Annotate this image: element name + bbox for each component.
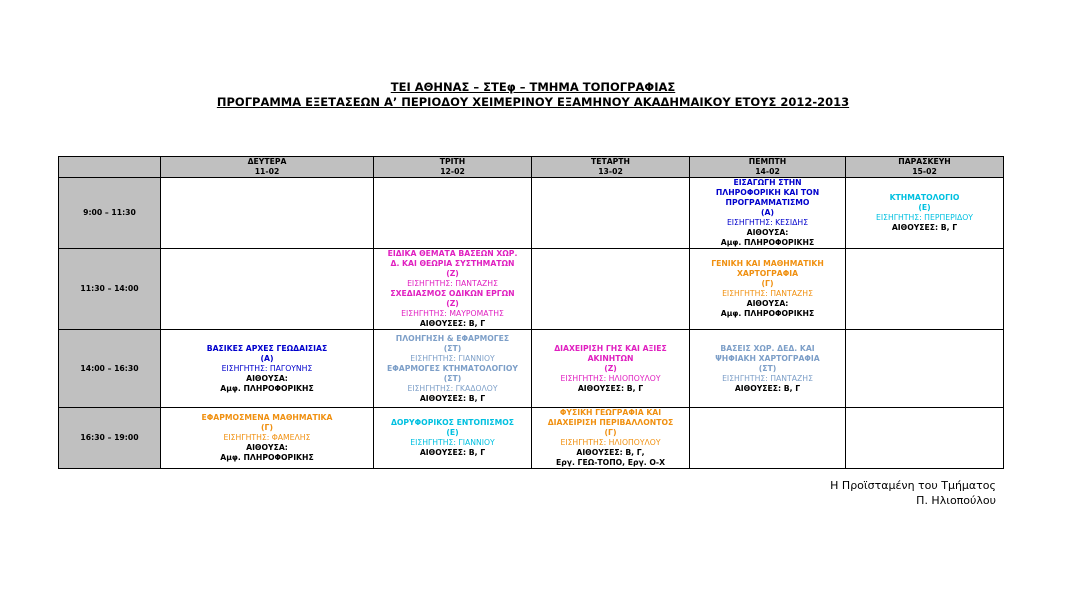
exam-cell [532,408,690,469]
exam-cell [690,330,846,408]
exam-line: ΕΙΣΗΓΗΤΗΣ: ΓΙΑΝΝΙΟΥ [410,353,495,363]
exam-line: ΕΙΣΗΓΗΤΗΣ: ΠΑΝΤΑΖΗΣ [722,373,813,383]
exam-line: (Ζ) [446,269,459,278]
exam-line: ΕΙΣΗΓΗΤΗΣ: ΓΙΑΝΝΙΟΥ [410,438,495,447]
exam-line: (Γ) [261,423,273,432]
day-header [532,157,690,178]
empty-cell [846,408,1004,469]
exam-line: Δ. ΚΑΙ ΘΕΩΡΙΑ ΣΥΣΤΗΜΑΤΩΝ [390,259,515,268]
exam-line: Εργ. ΓΕΩ-ΤΟΠΟ, Εργ. Ο-Χ [555,458,666,467]
exam-line: ΕΙΣΗΓΗΤΗΣ: ΠΕΡΠΕΡΙΔΟΥ [875,213,973,222]
exam-line: ΕΙΣΗΓΗΤΗΣ: ΗΛΙΟΠΟΥΛΟΥ [560,373,661,383]
exam-line: ΑΙΘΟΥΣΑ: [746,228,789,237]
exam-line: (ΣΤ) [443,373,462,383]
day-date: 11-02 [254,167,280,176]
exam-line: ΨΗΦΙΑΚΗ ΧΑΡΤΟΓΡΑΦΙΑ [715,353,820,363]
exam-line: ΧΑΡΤΟΓΡΑΦΙΑ [736,269,799,278]
exam-line: (Ε) [918,203,931,212]
exam-line: Αμφ. ΠΛΗΡΟΦΟΡΙΚΗΣ [220,453,314,462]
exam-line: ΒΑΣΕΙΣ ΧΩΡ. ΔΕΔ. ΚΑΙ [720,343,815,353]
day-date: 12-02 [440,167,465,176]
exam-line: ΕΙΔΙΚΑ ΘΕΜΑΤΑ ΒΑΣΕΩΝ ΧΩΡ. [387,249,518,258]
exam-line: Αμφ. ΠΛΗΡΟΦΟΡΙΚΗΣ [720,309,815,318]
exam-line: ΕΦΑΡΜΟΣΜΕΝΑ ΜΑΘΗΜΑΤΙΚΑ [201,413,333,422]
empty-cell [532,178,690,249]
day-name: ΠΑΡΑΣΚΕΥΗ [898,157,951,166]
exam-line: ΠΡΟΓΡΑΜΜΑΤΙΣΜΟ [725,198,810,207]
exam-line: (Α) [260,353,274,363]
exam-line: Αμφ. ΠΛΗΡΟΦΟΡΙΚΗΣ [220,383,314,393]
day-name: ΔΕΥΤΕΡΑ [247,157,287,166]
exam-cell [161,330,374,408]
signature-name: Π. Ηλιοπούλου [916,494,996,507]
exam-line: ΠΛΗΡΟΦΟΡΙΚΗ ΚΑΙ ΤΟΝ [715,188,820,197]
exam-line: Αμφ. ΠΛΗΡΟΦΟΡΙΚΗΣ [720,238,815,247]
empty-cell [161,178,374,249]
day-header [161,157,374,178]
time-slot-label: 14:00 – 16:30 [59,330,161,408]
day-header-row [59,157,1004,178]
header-line-1: ΤΕΙ ΑΘΗΝΑΣ – ΣΤΕφ – ΤΜΗΜΑ ΤΟΠΟΓΡΑΦΙΑΣ [390,80,676,94]
exam-line: ΔΙΑΧΕΙΡΙΣΗ ΓΗΣ ΚΑΙ ΑΞΙΕΣ [554,343,667,353]
exam-cell [846,178,1004,249]
exam-cell [374,408,532,469]
exam-line: (Ζ) [446,299,459,308]
exam-line: ΕΙΣΗΓΗΤΗΣ: ΠΑΝΤΑΖΗΣ [407,279,498,288]
exam-line: ΕΙΣΗΓΗΤΗΣ: ΗΛΙΟΠΟΥΛΟΥ [560,438,661,447]
exam-line: ΕΙΣΗΓΗΤΗΣ: ΦΑΜΕΛΗΣ [223,433,311,442]
exam-line: ΑΙΘΟΥΣΕΣ: Β, Γ [577,383,644,393]
exam-line: ΑΙΘΟΥΣΕΣ: Β, Γ, [576,448,645,457]
exam-line: ΔΙΑΧΕΙΡΙΣΗ ΠΕΡΙΒΑΛΛΟΝΤΟΣ [547,418,674,427]
empty-cell [846,249,1004,330]
document-header [0,80,1066,110]
day-name: ΤΕΤΑΡΤΗ [590,157,630,166]
exam-line: (Γ) [604,428,617,437]
exam-line: ΑΙΘΟΥΣΕΣ: Β, Γ [419,393,486,403]
signature-block [830,478,996,508]
exam-line: ΦΥΣΙΚΗ ΓΕΩΓΡΑΦΙΑ ΚΑΙ [559,408,662,417]
exam-line: ΚΤΗΜΑΤΟΛΟΓΙΟ [889,193,960,202]
exam-line: ΑΙΘΟΥΣΕΣ: Β, Γ [419,319,486,328]
exam-line: ΕΙΣΗΓΗΤΗΣ: ΜΑΥΡΟΜΑΤΗΣ [401,309,504,318]
time-slot-row [59,408,1004,469]
exam-line: ΑΙΘΟΥΣΕΣ: Β, Γ [419,448,486,457]
empty-cell [532,249,690,330]
exam-line: ΒΑΣΙΚΕΣ ΑΡΧΕΣ ΓΕΩΔΑΙΣΙΑΣ [206,343,328,353]
day-name: ΤΡΙΤΗ [439,157,466,166]
exam-line: (Ε) [446,428,459,437]
exam-line: ΑΙΘΟΥΣΕΣ: Β, Γ [734,383,801,393]
exam-line: ΑΚΙΝΗΤΩΝ [587,353,634,363]
exam-cell [374,249,532,330]
empty-cell [374,178,532,249]
time-slot-label: 11:30 – 14:00 [59,249,161,330]
exam-line: ΕΙΣΑΓΩΓΗ ΣΤΗΝ [733,178,802,187]
header-line-2: ΠΡΟΓΡΑΜΜΑ ΕΞΕΤΑΣΕΩΝ Α’ ΠΕΡΙΟΔΟΥ ΧΕΙΜΕΡΙΝΟΥ ΕΞΑΜΗΝΟΥ ΑΚΑΔΗΜΑΙΚΟΥ ΕΤΟΥΣ 2012-2013 [216,95,850,109]
exam-line: ΑΙΘΟΥΣΑ: [746,299,789,308]
empty-cell [846,330,1004,408]
day-name: ΠΕΜΠΤΗ [748,157,787,166]
exam-line: (Ζ) [604,363,617,373]
exam-cell [374,330,532,408]
exam-line: ΣΧΕΔΙΑΣΜΟΣ ΟΔΙΚΩΝ ΕΡΓΩΝ [390,289,515,298]
exam-cell [690,178,846,249]
exam-line: ΔΟΡΥΦΟΡΙΚΟΣ ΕΝΤΟΠΙΣΜΟΣ [390,418,515,427]
corner-cell [59,157,161,178]
day-header [690,157,846,178]
time-slot-row [59,330,1004,408]
signature-role: Η Προϊσταμένη του Τμήματος [830,479,996,492]
day-date: 15-02 [912,167,937,176]
day-header [374,157,532,178]
exam-schedule-table [58,156,1004,469]
day-date: 13-02 [598,167,623,176]
exam-line: (Γ) [761,279,774,288]
exam-cell [532,330,690,408]
time-slot-row [59,249,1004,330]
exam-line: ΕΙΣΗΓΗΤΗΣ: ΓΚΑΔΟΛΟΥ [407,383,498,393]
exam-line: ΑΙΘΟΥΣΑ: [246,443,288,452]
empty-cell [161,249,374,330]
exam-line: (Α) [761,208,774,217]
empty-cell [690,408,846,469]
exam-line: ΕΙΣΗΓΗΤΗΣ: ΠΑΝΤΑΖΗΣ [722,289,813,298]
exam-line: ΕΙΣΗΓΗΤΗΣ: ΠΑΓΟΥΝΗΣ [221,363,313,373]
time-slot-row [59,178,1004,249]
time-slot-label: 16:30 – 19:00 [59,408,161,469]
exam-line: ΠΛΟΗΓΗΣΗ & ΕΦΑΡΜΟΓΕΣ [395,333,510,343]
exam-cell [161,408,374,469]
exam-line: ΓΕΝΙΚΗ ΚΑΙ ΜΑΘΗΜΑΤΙΚΗ [711,259,824,268]
exam-line: ΕΙΣΗΓΗΤΗΣ: ΚΕΣΙΔΗΣ [726,218,809,227]
exam-cell [690,249,846,330]
exam-line: ΕΦΑΡΜΟΓΕΣ ΚΤΗΜΑΤΟΛΟΓΙΟΥ [387,363,518,373]
exam-line: (ΣΤ) [443,343,462,353]
day-date: 14-02 [755,167,780,176]
exam-line: (ΣΤ) [758,363,777,373]
day-header [846,157,1004,178]
time-slot-label: 9:00 – 11:30 [59,178,161,249]
exam-line: ΑΙΘΟΥΣΕΣ: Β, Γ [891,223,958,232]
exam-line: ΑΙΘΟΥΣΑ: [246,373,288,383]
